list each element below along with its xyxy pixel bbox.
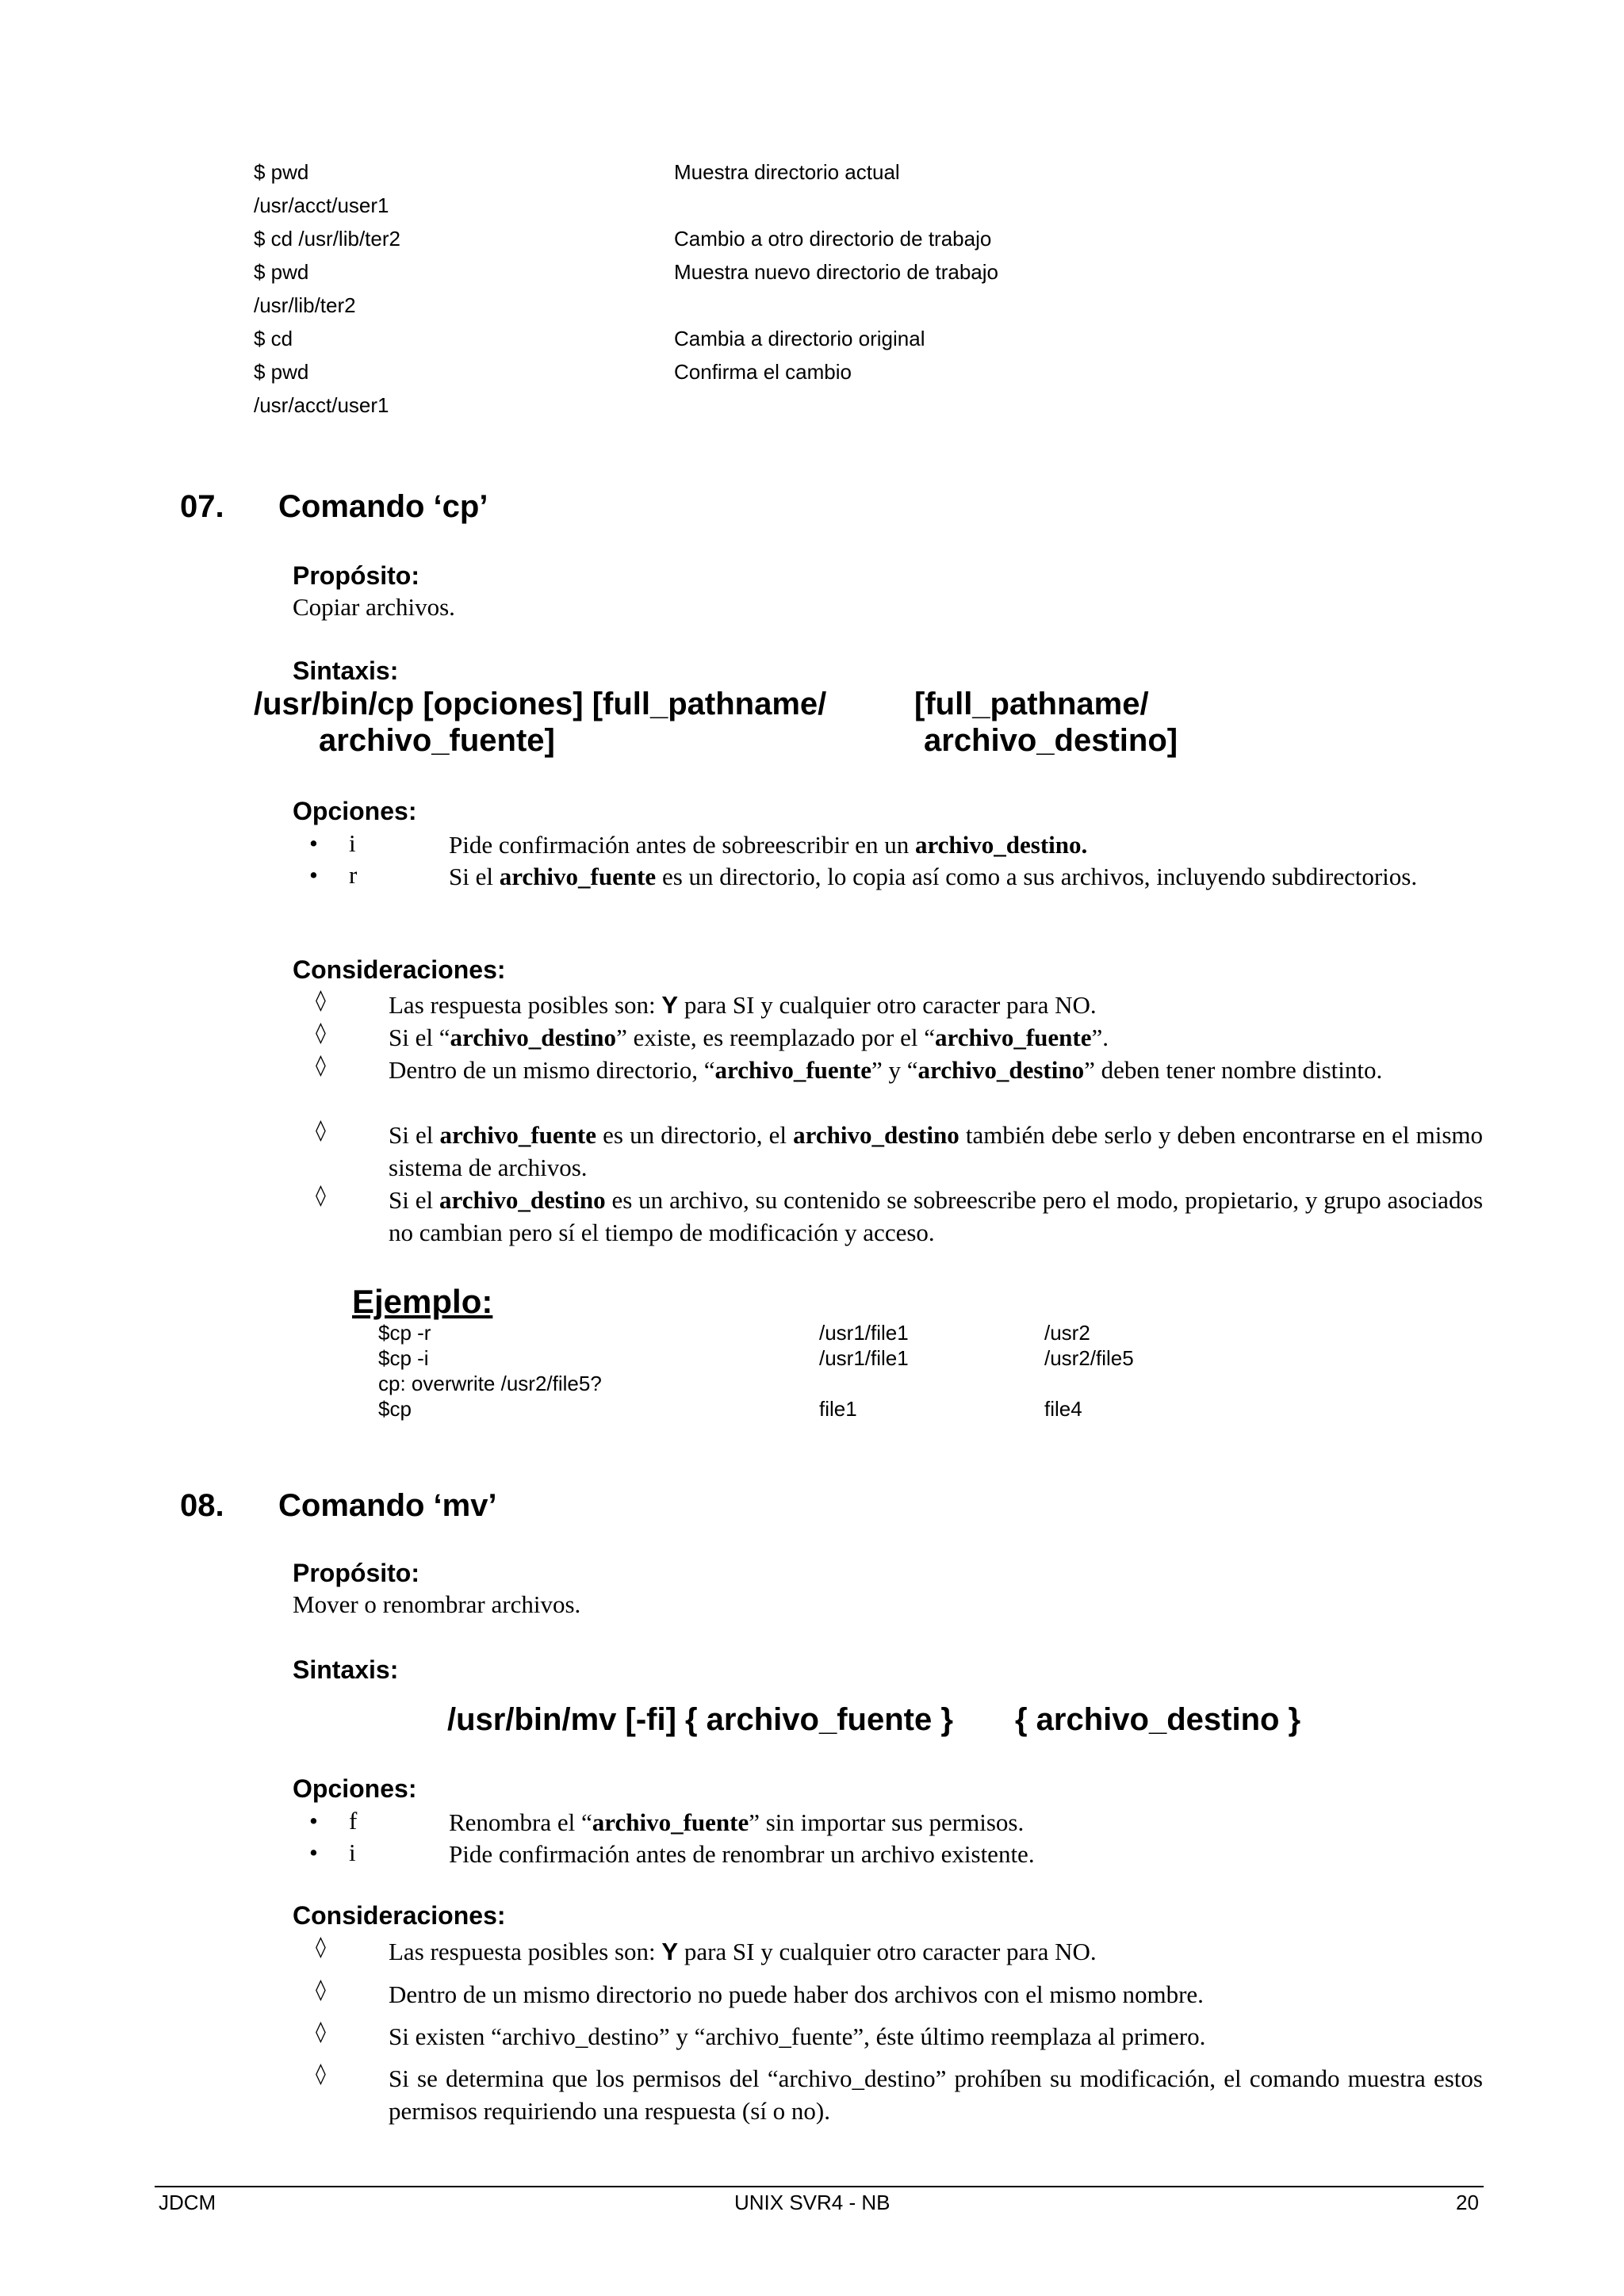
command-cell: $ pwd [254, 160, 309, 184]
consideration-text: Si el “archivo_destino” existe, es reemplazado por el “archivo_fuente”. [389, 1024, 1109, 1051]
syntax-line-1a: /usr/bin/cp [opciones] [full_pathname/ [254, 687, 827, 721]
option-description: Pide confirmación antes de sobreescribir en un archivo_destino. [449, 831, 1088, 859]
command-cell: $ pwd [254, 260, 309, 284]
bullet-icon: • [309, 1839, 318, 1866]
bullet-icon: • [309, 1807, 318, 1835]
description-cell: Muestra directorio actual [674, 160, 900, 184]
option-key: i [349, 829, 356, 857]
example-command: $cp -r [378, 1321, 431, 1345]
footer-divider [155, 2186, 1484, 2187]
consideration-text: Las respuesta posibles son: Y para SI y cualquier otro caracter para NO. [389, 991, 1097, 1019]
description-cell: Cambio a otro directorio de trabajo [674, 227, 992, 251]
page-number: 20 [1456, 2191, 1479, 2214]
description-cell: Muestra nuevo directorio de trabajo [674, 260, 999, 284]
command-cell: $ cd /usr/lib/ter2 [254, 227, 400, 251]
diamond-icon: ◊ [316, 2020, 326, 2044]
option-item [309, 861, 1483, 924]
syntax-label: Sintaxis: [293, 1655, 399, 1684]
purpose-label: Propósito: [293, 561, 419, 590]
consideration-text: Las respuesta posibles son: Y para SI y cualquier otro caracter para NO. [389, 1938, 1097, 1965]
example-title: Ejemplo: [352, 1283, 493, 1320]
diamond-icon: ◊ [316, 1054, 326, 1077]
example-source: /usr1/file1 [819, 1321, 909, 1345]
diamond-icon: ◊ [316, 1021, 326, 1045]
example-target: /usr2/file5 [1044, 1346, 1134, 1370]
command-cell: /usr/acct/user1 [254, 193, 389, 217]
syntax-line-2b: archivo_destino] [924, 723, 1178, 758]
purpose-text: Mover o renombrar archivos. [293, 1590, 581, 1618]
option-description: Si el archivo_fuente es un directorio, lo copia así como a sus archivos, incluyendo subdirectorios. [449, 863, 1418, 890]
consideration-text: Si se determina que los permisos del “archivo_destino” prohíben su modificación, el comando muestra estos permisos requiriendo una respuesta (sí o no). [389, 2064, 1483, 2125]
command-cell: /usr/lib/ter2 [254, 293, 356, 317]
diamond-icon: ◊ [316, 1184, 326, 1207]
command-cell: $ cd [254, 327, 293, 350]
example-command: $cp -i [378, 1346, 429, 1370]
command-cell: /usr/acct/user1 [254, 393, 389, 417]
syntax-line-a: /usr/bin/mv [-fi] { archivo_fuente } [447, 1702, 953, 1737]
consideration-text: Si el archivo_fuente es un directorio, el archivo_destino también debe serlo y deben encontrarse en el mismo sistema de archivos. [389, 1121, 1483, 1181]
example-target: file4 [1044, 1397, 1082, 1421]
syntax-line-1b: [full_pathname/ [914, 687, 1149, 721]
example-source: file1 [819, 1397, 857, 1421]
syntax-line-2a: archivo_fuente] [319, 723, 555, 758]
footer-title: UNIX SVR4 - NB [734, 2191, 891, 2214]
consideration-text: Dentro de un mismo directorio, “archivo_fuente” y “archivo_destino” deben tener nombre distinto. [389, 1056, 1383, 1084]
consideration-text: Si el archivo_destino es un archivo, su contenido se sobreescribe pero el modo, propietario, y grupo asociados no cambian pero sí el tiempo de modificación y acceso. [389, 1186, 1484, 1246]
option-item [309, 1839, 1483, 1870]
consideration-text: Si existen “archivo_destino” y “archivo_fuente”, éste último reemplaza al primero. [389, 2022, 1206, 2050]
description-cell: Confirma el cambio [674, 360, 852, 384]
diamond-icon: ◊ [316, 2062, 326, 2086]
diamond-icon: ◊ [316, 1935, 326, 1959]
footer-author: JDCM [159, 2191, 216, 2214]
option-key: f [349, 1807, 358, 1835]
section-title: Comando ‘mv’ [278, 1488, 497, 1523]
example-source: /usr1/file1 [819, 1346, 909, 1370]
option-item [309, 1807, 1483, 1839]
diamond-icon: ◊ [316, 1978, 326, 2002]
example-target: /usr2 [1044, 1321, 1090, 1345]
section-title: Comando ‘cp’ [278, 489, 488, 524]
section-number: 07. [180, 489, 224, 524]
syntax-label: Sintaxis: [293, 656, 399, 685]
option-description: Renombra el “archivo_fuente” sin importar sus permisos. [449, 1808, 1025, 1836]
option-key: i [349, 1839, 356, 1866]
consideration-text: Dentro de un mismo directorio no puede haber dos archivos con el mismo nombre. [389, 1980, 1204, 2008]
example-command: cp: overwrite /usr2/file5? [378, 1372, 602, 1395]
command-cell: $ pwd [254, 360, 309, 384]
option-key: r [349, 861, 358, 889]
bullet-icon: • [309, 861, 318, 889]
option-description: Pide confirmación antes de renombrar un archivo existente. [449, 1840, 1035, 1868]
diamond-icon: ◊ [316, 1119, 326, 1142]
example-command: $cp [378, 1397, 412, 1421]
purpose-label: Propósito: [293, 1559, 419, 1587]
considerations-label: Consideraciones: [293, 955, 506, 984]
considerations-label: Consideraciones: [293, 1901, 506, 1930]
section-number: 08. [180, 1488, 224, 1523]
options-label: Opciones: [293, 797, 417, 825]
syntax-line-b: { archivo_destino } [1015, 1702, 1301, 1737]
diamond-icon: ◊ [316, 989, 326, 1012]
purpose-text: Copiar archivos. [293, 593, 455, 621]
option-item [309, 829, 1483, 861]
description-cell: Cambia a directorio original [674, 327, 925, 350]
options-label: Opciones: [293, 1774, 417, 1803]
bullet-icon: • [309, 829, 318, 857]
